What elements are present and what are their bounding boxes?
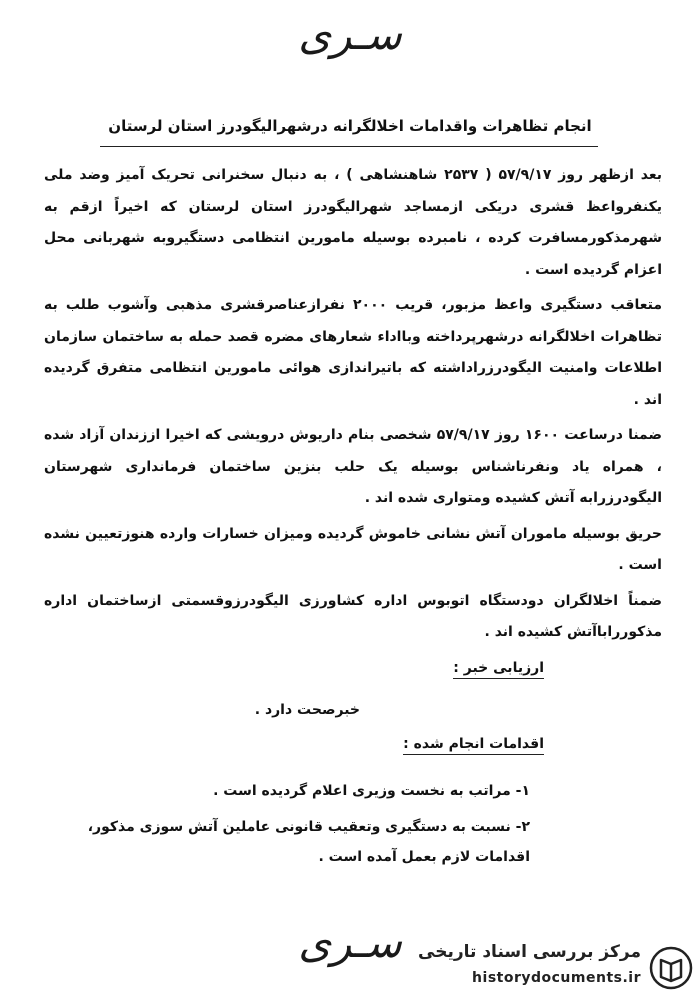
paragraph-2: متعاقب دستگیری واعظ مزبور، قریب ۲۰۰۰ نفرازعناصرقشری مذهبی وآشوب طلب به تظاهرات اخلالگرانه درشهرپرداخته وبااداء شعارهای مضره قصد حمله به ساختمان سازمان اطلاعات وامنیت الیگودرزراداشته که باتیراندازی هوائی مامورین انتظامی متفرق گردیده اند . <box>44 297 662 408</box>
paragraph-3: ضمنا درساعت ۱۶۰۰ روز ۵۷/۹/۱۷ شخصی بنام داریوش درویشی که اخیرا اززندان آزاد شده ، همراه یاد ونفرناشناس بوسیله یک حلب بنزین ساختمان فرمانداری شهرستان الیگودرزرابه آتش کشیده ومتواری شده اند . <box>44 427 662 506</box>
action-item-2: ۲- نسبت به دستگیری وتعقیب قانونی عاملین آتش سوزی مذکور، اقدامات لازم بعمل آمده است . <box>87 819 530 865</box>
classification-top: سـری <box>298 10 402 59</box>
title-underline <box>100 146 598 147</box>
evaluation-heading <box>414 660 544 676</box>
watermark-text-fa: مرکز بررسی اسناد تاریخی <box>418 942 641 962</box>
book-logo-icon <box>649 946 693 990</box>
document-title: انجام تظاهرات واقدامات اخلالگرانه درشهرالیگودرز استان لرستان <box>108 117 592 135</box>
watermark-text-en: historydocuments.ir <box>472 970 641 986</box>
paragraph-5: ضمناً اخلالگران دودستگاه اتوبوس اداره کشاورزی الیگودرزوقسمتی ازساختمان اداره مذکورراباآتش کشیده اند . <box>44 592 662 640</box>
classification-bottom: سـری <box>298 918 402 967</box>
paragraph-1: بعد ازظهر روز ۵۷/۹/۱۷ ( ۲۵۳۷ شاهنشاهی ) ، به دنبال سخنرانی تحریک آمیز وضد ملی یکنفرواعظ قشری دریکی ازمساجد شهرالیگودرز استان لرستان که اخیراً ازقم به شهرمذکورمسافرت کرده ، نامبرده بوسیله مامورین انتظامی دستگیروبه شهربانی محل اعزام گردیده است . <box>44 167 662 278</box>
actions-list <box>40 776 530 878</box>
document-body <box>44 160 662 653</box>
evaluation-heading-text: ارزیابی خبر : <box>453 660 544 679</box>
actions-heading <box>403 736 544 752</box>
actions-heading-text: اقدامات انجام شده : <box>403 736 544 755</box>
action-item-1: ۱- مراتب به نخست وزیری اعلام گردیده است . <box>213 783 530 799</box>
paragraph-4: حریق بوسیله ماموران آتش نشانی خاموش گردیده ومیزان خسارات وارده هنوزتعیین نشده است . <box>44 525 662 573</box>
evaluation-text: خبرصحت دارد . <box>254 702 360 718</box>
archive-watermark <box>410 940 695 1000</box>
